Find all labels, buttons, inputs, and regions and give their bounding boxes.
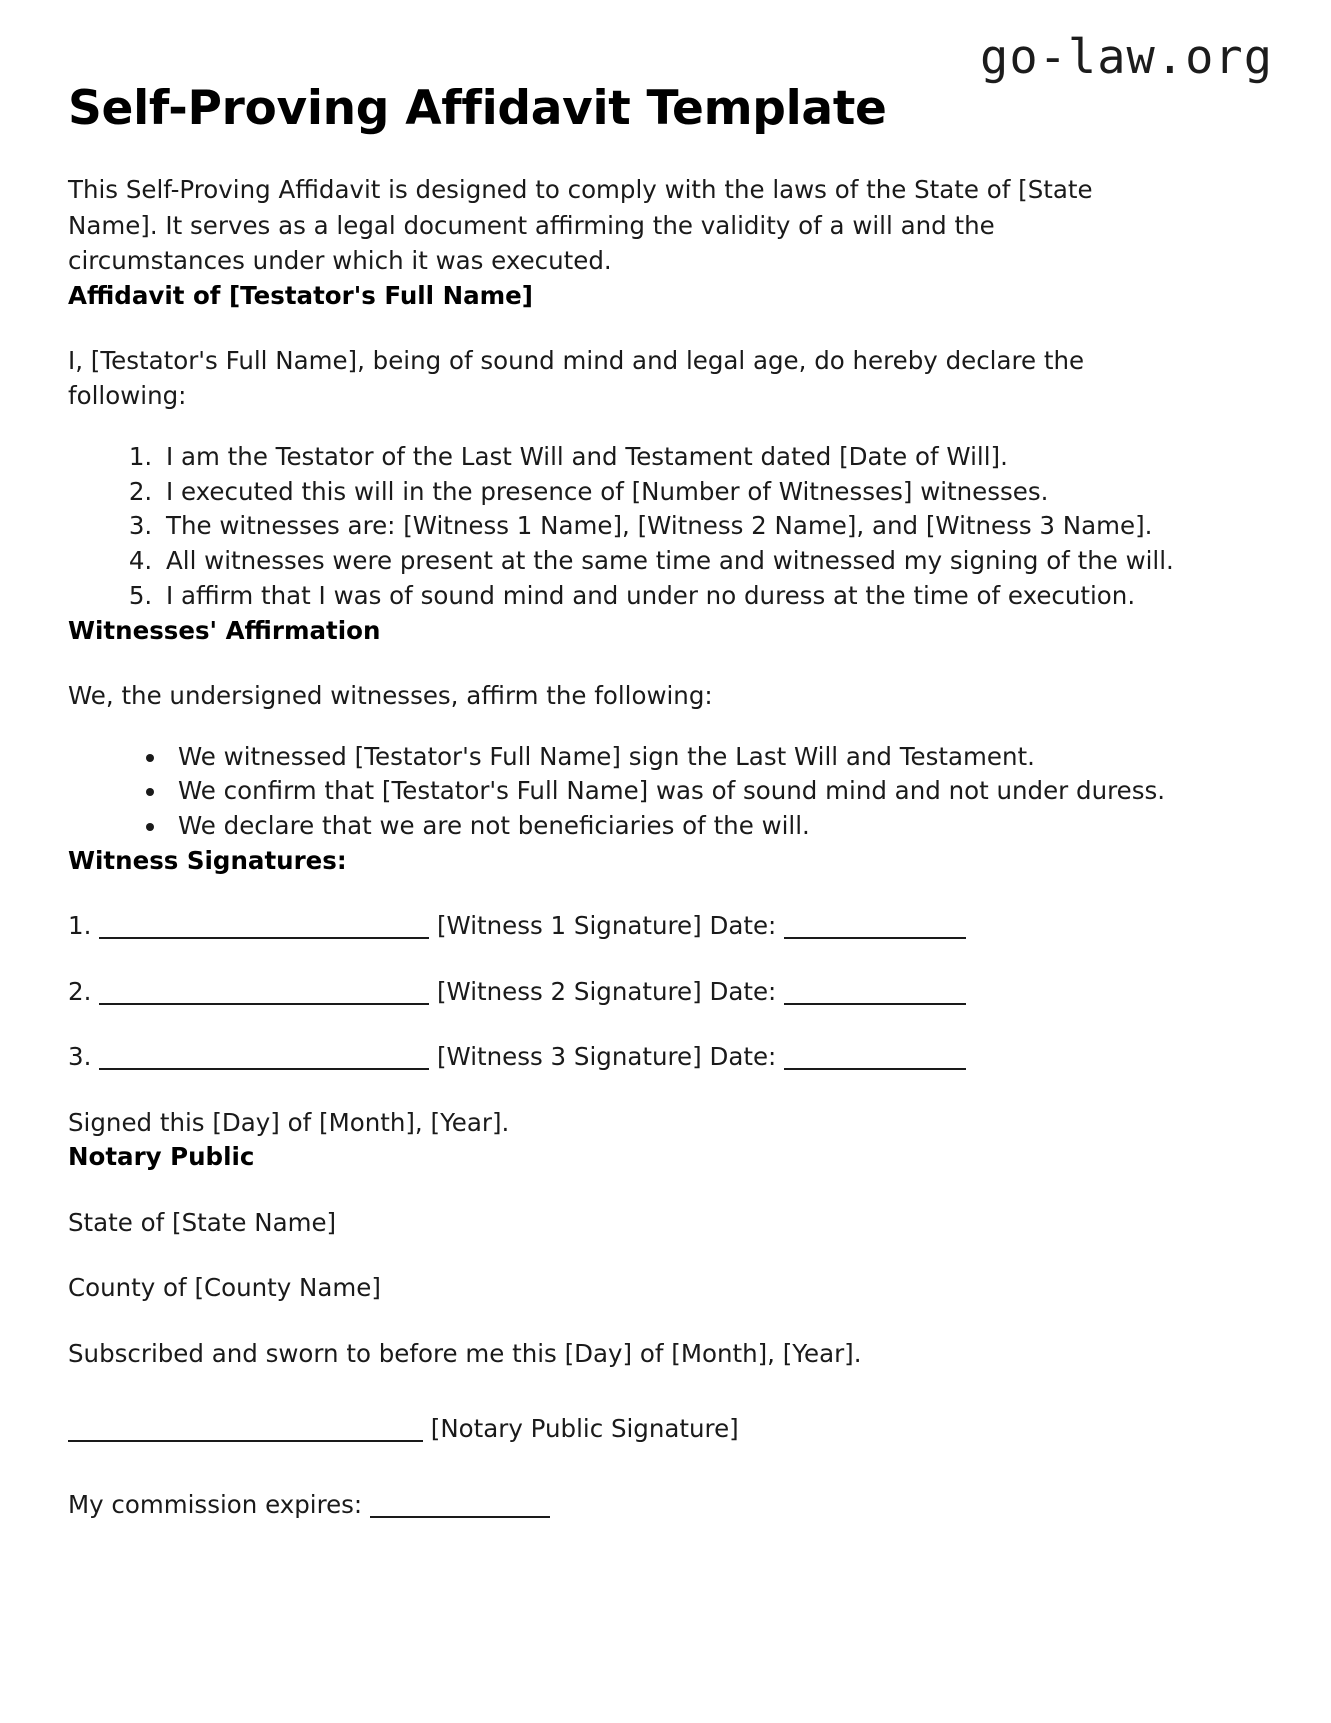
declaration-list [68,440,1271,614]
list-item: 2. I executed this will in the presence of [Number of Witnesses] witnesses. [160,475,1271,510]
notary-county-line: County of [County Name] [68,1273,381,1303]
witnesses-affirmation-intro: We, the undersigned witnesses, affirm the following: [68,681,713,711]
witness-signature-line[interactable] [99,1003,429,1005]
witness-date-line[interactable] [784,937,966,939]
witness-signature-label: [Witness 1 Signature] [436,911,702,941]
witness-date-label: Date: [709,911,777,941]
witness-signature-row [68,908,1271,944]
witness-signatures-heading: Witness Signatures: [68,845,347,875]
list-item: • We confirm that [Testator's Full Name] was of sound mind and not under duress. [168,774,1271,809]
commission-expires-label: My commission expires: [68,1489,363,1519]
notary-public-heading: Notary Public [68,1142,255,1172]
notary-signature-row [68,1411,1271,1447]
site-watermark: go-law.org [980,30,1273,85]
witness-affirmation-list [68,740,1271,844]
witness-date-label: Date: [709,1042,777,1072]
witness-signature-label: [Witness 3 Signature] [436,1042,702,1072]
witness-signature-line[interactable] [99,1068,429,1070]
affidavit-heading: Affidavit of [Testator's Full Name] [68,280,533,310]
witness-signature-number: 2. [68,976,92,1006]
notary-state-line: State of [State Name] [68,1207,337,1237]
witness-signature-number: 1. [68,911,92,941]
witness-signature-number: 3. [68,1042,92,1072]
witness-signature-label: [Witness 2 Signature] [436,976,702,1006]
list-item: 5. I affirm that I was of sound mind and under no duress at the time of execution. [160,579,1271,614]
commission-expires-line[interactable] [370,1516,550,1518]
page-title: Self-Proving Affidavit Template [68,81,887,136]
list-item: 1. I am the Testator of the Last Will and Testament dated [Date of Will]. [160,440,1271,475]
witness-date-line[interactable] [784,1068,966,1070]
list-item: • We declare that we are not beneficiaries of the will. [168,809,1271,844]
signed-this-line: Signed this [Day] of [Month], [Year]. [68,1107,510,1137]
witness-date-line[interactable] [784,1003,966,1005]
witnesses-affirmation-heading: Witnesses' Affirmation [68,615,381,645]
intro-paragraph: This Self-Proving Affidavit is designed to comply with the laws of the State of [State Name]. It serves as a legal document affirming the validity of a will and the circumstances under which it was executed. [68,175,1093,276]
list-item: 4. All witnesses were present at the same time and witnessed my signing of the will. [160,544,1271,579]
declaration-paragraph: I, [Testator's Full Name], being of sound mind and legal age, do hereby declare the following: [68,345,1085,411]
commission-expires-row [68,1487,1271,1523]
witness-signature-line[interactable] [99,937,429,939]
notary-subscribed-line: Subscribed and sworn to before me this [Day] of [Month], [Year]. [68,1338,862,1368]
witness-signature-row [68,1039,1271,1075]
list-item: • We witnessed [Testator's Full Name] sign the Last Will and Testament. [168,740,1271,775]
notary-signature-line[interactable] [68,1440,423,1442]
witness-signature-row [68,974,1271,1010]
witness-date-label: Date: [709,976,777,1006]
notary-signature-label: [Notary Public Signature] [430,1414,739,1444]
list-item: 3. The witnesses are: [Witness 1 Name], [Witness 2 Name], and [Witness 3 Name]. [160,509,1271,544]
